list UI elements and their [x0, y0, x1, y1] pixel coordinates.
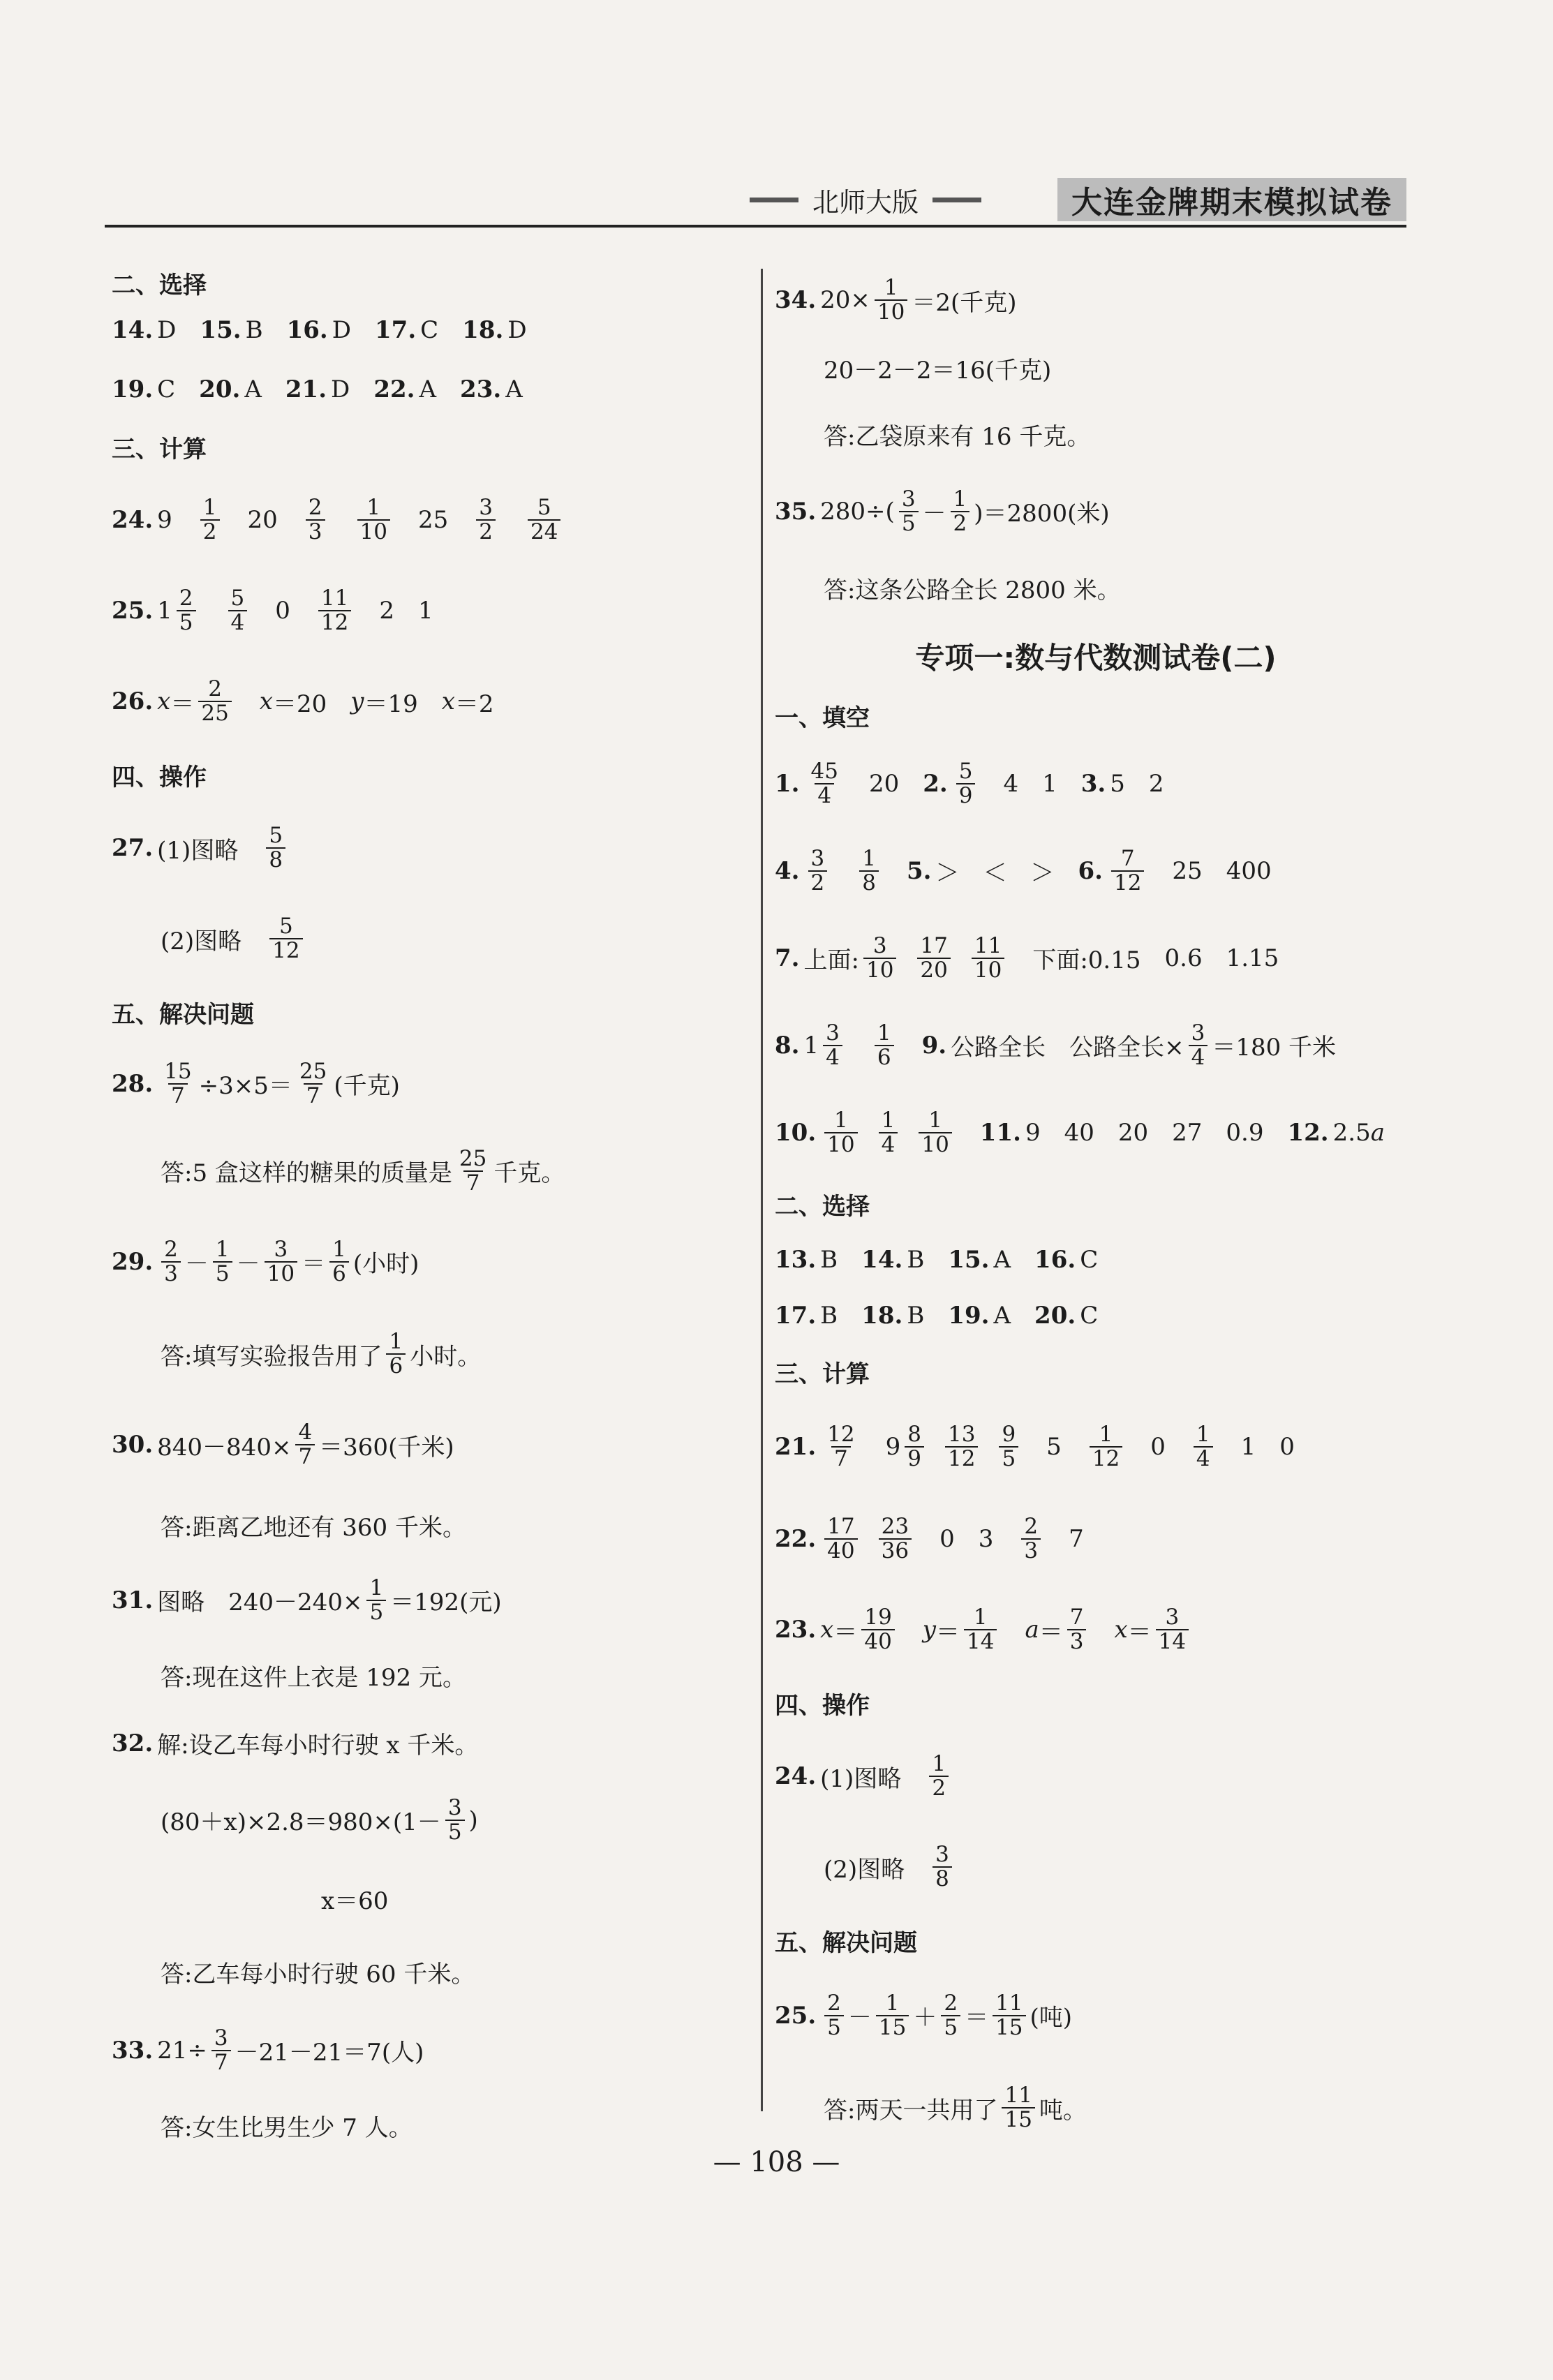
section-heading: 五、解决问题	[775, 1928, 917, 1957]
answer-text-30: 答:距离乙地还有 360 千米。	[161, 1513, 466, 1542]
header-edition	[740, 178, 991, 221]
answer-line-31: 31. 图略 240－240× $\frac{1}{5}$ ＝192(元)	[112, 1575, 502, 1625]
answer-text-35: 答:这条公路全长 2800 米。	[824, 577, 1121, 604]
answer-text-33: 答:女生比男生少 7 人。	[161, 2113, 413, 2142]
section-title: 专项一:数与代数测试卷(二)	[915, 641, 1277, 675]
section-heading: 五、解决问题	[112, 1000, 254, 1029]
right-column	[775, 265, 1417, 2153]
page-number: — 108 —	[713, 2146, 840, 2178]
answer-line-24: 24. 9 $\frac{1}{2}$ 20 $\frac{2}{3}$ $\frac{1}{10}$ 25 $\frac{3}{2}$ $\frac{5}{24}$	[112, 475, 768, 565]
answer-line-27a: 27. (1)图略 $\frac{5}{8}$	[112, 803, 768, 893]
section-heading: 三、计算	[775, 1360, 870, 1388]
header-rule	[105, 225, 1406, 228]
answer-line-30: 30. 840－840× $\frac{4}{7}$ ＝360(千米)	[112, 1420, 454, 1469]
series-banner: 大连金牌期末模拟试卷	[1057, 178, 1406, 221]
answer-line-24: 24. (1)图略 $\frac{1}{2}$	[775, 1731, 1417, 1822]
answer-line-25: 25. 1 $\frac{2}{5}$ $\frac{5}{4}$ 0 $\frac{11}{12}$ 2 1	[112, 586, 433, 635]
answer-line-4: 4. $\frac{3}{2}$ $\frac{1}{8}$ 5. ＞ ＜ ＞ 6. $\frac{7}{12}$ 25 400	[775, 845, 1272, 895]
section-heading: 四、操作	[775, 1691, 870, 1720]
answer-line-33: 33. 21÷ $\frac{3}{7}$ －21－21＝7(人)	[112, 2025, 424, 2075]
answer-line-22: 22. $\frac{17}{40}$ $\frac{23}{36}$ 0 3 $\frac{2}{3}$ 7	[775, 1514, 1084, 1563]
answer-line-24b: (2)图略 $\frac{3}{8}$	[775, 1822, 1417, 1912]
section-heading: 一、填空	[775, 704, 870, 732]
header-dash-left	[750, 198, 798, 202]
answer-line-8: 8. 1 $\frac{3}{4}$ $\frac{1}{6}$ 9. 公路全长 公路全长× $\frac{3}{4}$ ＝180 千米	[775, 1020, 1337, 1070]
answer-line-25: 25. $\frac{2}{5}$ － $\frac{1}{15}$ ＋ $\frac{2}{5}$ ＝ $\frac{11}{15}$ (吨)	[775, 1990, 1073, 2040]
edition-label: 北师大版	[812, 186, 919, 218]
answer-text-29: 答:填写实验报告用了 $\frac{1}{6}$ 小时。	[161, 1329, 482, 1378]
answer-line-17: 17. B 18. B 19. A 20. C	[775, 1302, 1099, 1330]
answer-text-31: 答:现在这件上衣是 192 元。	[161, 1663, 466, 1692]
solution-32: x＝60	[321, 1887, 389, 1915]
answer-text-34: 答:乙袋原来有 16 千克。	[824, 423, 1091, 451]
section-heading: 二、选择	[112, 271, 207, 299]
header-dash-right	[932, 198, 981, 202]
answer-line-10: 10. $\frac{1}{10}$ $\frac{1}{4}$ $\frac{1}{10}$ 11. 9 40 20 27 0.9 12. 2.5 a	[775, 1107, 1385, 1157]
left-column	[112, 265, 768, 2160]
answer-line-32: 32. 解:设乙车每小时行驶 x 千米。	[112, 1729, 479, 1760]
answer-line-14: 14. D 15. B 16. D 17. C 18. D	[112, 315, 527, 344]
answer-line-28: 28. $\frac{15}{7}$ ÷3×5＝ $\frac{25}{7}$ (千克)	[112, 1058, 400, 1108]
answer-line-34: 34. 20× $\frac{1}{10}$ ＝2(千克)	[775, 275, 1017, 325]
section-heading: 二、选择	[775, 1192, 870, 1221]
answer-text-25: 答:两天一共用了 $\frac{11}{15}$ 吨。	[824, 2083, 1087, 2132]
section-heading: 三、计算	[112, 435, 207, 463]
answer-line-35: 35. 280÷( $\frac{3}{5}$ － $\frac{1}{2}$ )＝2800(米)	[775, 486, 1110, 536]
answer-line-23: 23. x ＝ $\frac{19}{40}$ y ＝ $\frac{1}{14}$ a ＝ $\frac{7}{3}$ x ＝ $\frac{3}{14}$	[775, 1584, 1417, 1675]
answer-line-29: 29. $\frac{2}{3}$ － $\frac{1}{5}$ － $\frac{3}{10}$ ＝ $\frac{1}{6}$ (小时)	[112, 1236, 419, 1286]
answer-line-1: 1. $\frac{45}{4}$ 20 2. $\frac{5}{9}$ 4 1 3. 5 2	[775, 758, 1164, 808]
equation-32: (80＋x)×2.8＝980×(1－ $\frac{3}{5}$ )	[161, 1794, 478, 1845]
section-heading: 四、操作	[112, 763, 207, 791]
answer-line-21: 21. $\frac{12}{7}$ 9 $\frac{8}{9}$ $\frac{13}{12}$ $\frac{9}{5}$ 5 $\frac{1}{12}$ 0 $\frac{1}{4}$ 1 0	[775, 1421, 1295, 1471]
answer-text-28: 答:5 盒这样的糖果的质量是 $\frac{25}{7}$ 千克。	[161, 1145, 565, 1196]
answer-text-32: 答:乙车每小时行驶 60 千米。	[161, 1960, 475, 1988]
answer-line-27b: (2)图略 $\frac{5}{12}$	[112, 893, 768, 984]
answer-line-7: 7. 上面: $\frac{3}{10}$ $\frac{17}{20}$ $\frac{11}{10}$ 下面:0.15 0.6 1.15	[775, 932, 1279, 983]
answer-line-26: 26. x ＝ $\frac{2}{25}$ x ＝20 y ＝19 x ＝2	[112, 676, 494, 726]
answer-line-13: 13. B 14. B 15. A 16. C	[775, 1246, 1099, 1274]
answer-line-19: 19. C 20. A 21. D 22. A 23. A	[112, 375, 523, 403]
equation-34: 20－2－2＝16(千克)	[824, 357, 1052, 385]
